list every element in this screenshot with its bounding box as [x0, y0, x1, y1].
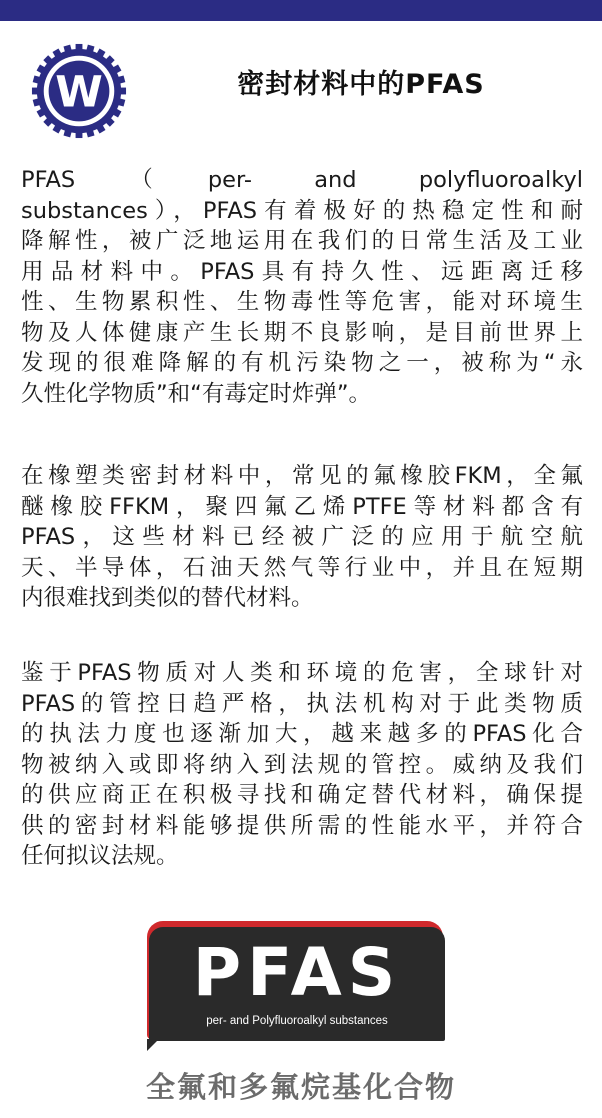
text-line: 鉴于PFAS物质对人类和环境的危害，全球针对	[21, 660, 583, 686]
paragraph-regulation	[21, 658, 583, 872]
paragraph-seal-materials	[21, 461, 583, 614]
text-line: 醚橡胶FFKM，聚四氟乙烯PTFE等材料都含有	[21, 493, 583, 520]
text-line: 的供应商正在积极寻找和确定替代材料，确保提	[21, 782, 583, 808]
text-line: PFAS（per- and polyfluoroalkyl	[21, 167, 583, 193]
text-line: 用品材料中。PFAS具有持久性、远距离迁移	[21, 258, 583, 285]
pfas-graphic-tail	[147, 1039, 159, 1051]
pfas-graphic	[147, 917, 445, 1041]
logo-letter: W	[55, 67, 103, 118]
text-line: 任何拟议法规。	[21, 843, 179, 869]
text-line: 内很难找到类似的替代材料。	[21, 585, 314, 611]
text-line: PFAS的管控日趋严格，执法机构对于此类物质	[21, 690, 583, 717]
pfas-graphic-title: PFAS	[192, 934, 402, 1011]
text-line: 性、生物累积性、生物毒性等危害，能对环境生	[21, 289, 583, 315]
text-line: 在橡塑类密封材料中，常见的氟橡胶FKM，全氟	[21, 463, 583, 489]
text-line: 降解性，被广泛地运用在我们的日常生活及工业	[21, 228, 583, 254]
text-line: 发现的很难降解的有机污染物之一，被称为“永	[21, 350, 583, 376]
text-line: 的执法力度也逐渐加大，越来越多的PFAS化合	[21, 721, 583, 747]
text-line: 久性化学物质”和“有毒定时炸弹”。	[21, 380, 371, 407]
text-line: 物及人体健康产生长期不良影响，是目前世界上	[21, 319, 583, 346]
text-line: 物被纳入或即将纳入到法规的管控。威纳及我们	[21, 751, 583, 778]
text-line: substances），PFAS有着极好的热稳定性和耐	[21, 197, 583, 224]
text-line: PFAS，这些材料已经被广泛的应用于航空航	[21, 524, 583, 550]
page-title: 密封材料中的PFAS	[237, 69, 485, 100]
top-bar	[0, 0, 602, 21]
pfas-graphic-subtitle: per- and Polyfluoroalkyl substances	[206, 1015, 388, 1027]
pfas-graphic-card	[149, 927, 445, 1041]
paragraph-pfas-intro	[21, 165, 583, 409]
text-line: 天、半导体，石油天然气等行业中，并且在短期	[21, 554, 583, 581]
text-line: 供的密封材料能够提供所需的性能水平，并符合	[21, 812, 583, 839]
pfas-graphic-caption: 全氟和多氟烷基化合物	[145, 1070, 456, 1104]
